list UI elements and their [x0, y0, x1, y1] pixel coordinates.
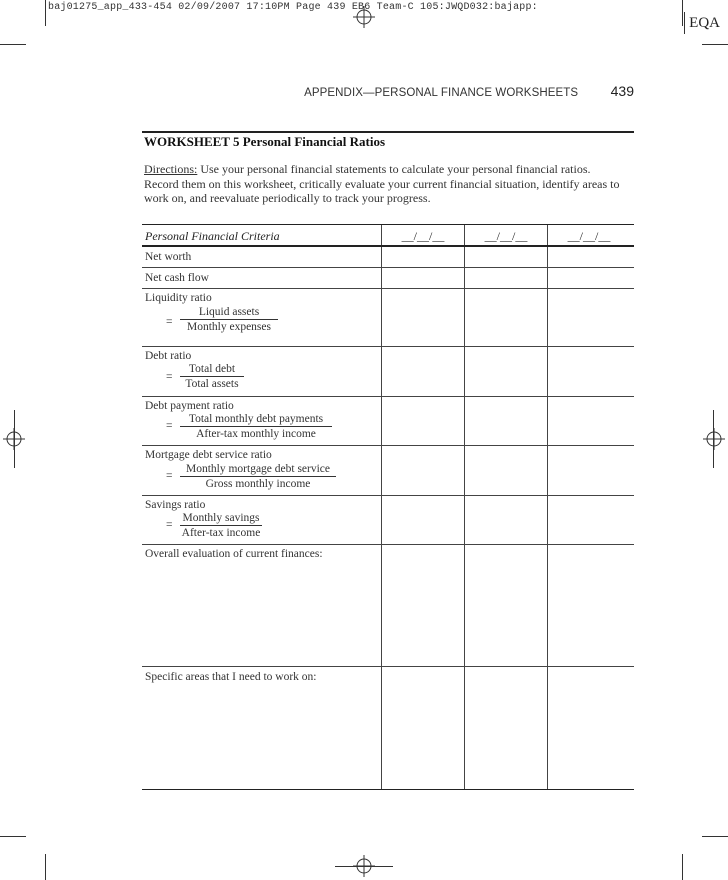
row-divider	[142, 445, 634, 446]
numerator: Monthly savings	[180, 512, 262, 526]
fraction	[180, 512, 262, 539]
crop-mark	[713, 410, 714, 468]
equals-sign: =	[166, 316, 173, 328]
registration-mark-icon	[353, 6, 375, 28]
equals-sign: =	[166, 519, 173, 531]
row-label-savings-ratio: Savings ratio	[145, 499, 206, 511]
numerator: Total debt	[180, 363, 244, 377]
directions	[144, 162, 624, 206]
crop-mark	[45, 854, 46, 880]
crop-mark	[682, 854, 683, 880]
equals-sign: =	[166, 371, 173, 383]
row-label-debt-payment-ratio: Debt payment ratio	[145, 400, 234, 412]
column-divider	[464, 225, 465, 789]
header-rule	[142, 245, 634, 247]
denominator: After-tax monthly income	[196, 428, 316, 440]
crop-mark	[14, 410, 15, 468]
row-label-overall-evaluation: Overall evaluation of current finances:	[145, 548, 323, 560]
column-divider	[381, 225, 382, 789]
crop-mark	[702, 836, 728, 837]
ratio-table	[142, 224, 634, 790]
crop-mark	[0, 44, 26, 45]
numerator: Monthly mortgage debt service	[180, 463, 336, 477]
crop-mark	[45, 0, 46, 26]
denominator: After-tax income	[181, 527, 261, 539]
crop-mark	[335, 866, 393, 867]
equals-sign: =	[166, 420, 173, 432]
crop-mark	[0, 836, 26, 837]
crop-mark	[682, 0, 683, 26]
date-column-header: __/__/__	[567, 229, 611, 243]
date-column-header: __/__/__	[401, 229, 445, 243]
printer-slug: baj01275_app_433-454 02/09/2007 17:10PM Page 439 EB6 Team-C 105:JWQD032:bajapp:	[48, 2, 538, 13]
row-divider	[142, 346, 634, 347]
numerator: Total monthly debt payments	[180, 413, 332, 427]
running-head-title: APPENDIX—PERSONAL FINANCE WORKSHEETS	[304, 87, 579, 99]
corner-mark: EQA	[684, 12, 720, 34]
fraction	[180, 363, 244, 390]
directions-label: Directions:	[144, 162, 198, 176]
row-label-mortgage-debt-service-ratio: Mortgage debt service ratio	[145, 449, 272, 461]
row-divider	[142, 495, 634, 496]
equals-sign: =	[166, 470, 173, 482]
date-column-header: __/__/__	[484, 229, 528, 243]
row-label-net-cash-flow: Net cash flow	[145, 272, 209, 284]
denominator: Total assets	[185, 378, 239, 390]
row-divider	[142, 288, 634, 289]
page-number: 439	[610, 83, 634, 99]
row-label-liquidity-ratio: Liquidity ratio	[145, 292, 212, 304]
fraction	[180, 413, 332, 440]
numerator: Liquid assets	[180, 306, 278, 320]
denominator: Gross monthly income	[205, 478, 311, 490]
fraction	[180, 463, 336, 490]
row-divider	[142, 267, 634, 268]
criteria-header: Personal Financial Criteria	[145, 229, 280, 243]
registration-mark-icon	[703, 428, 725, 450]
directions-text: Use your personal financial statements to calculate your personal financial ratios. Record them on this worksheet, critically evaluate your current financial situation, identify areas to work on, and reevaluate periodically to track your progress.	[144, 162, 620, 206]
column-divider	[547, 225, 548, 789]
fraction	[180, 306, 278, 333]
row-divider	[142, 666, 634, 667]
row-label-debt-ratio: Debt ratio	[145, 350, 192, 362]
row-divider	[142, 544, 634, 545]
row-label-net-worth: Net worth	[145, 251, 192, 263]
row-divider	[142, 396, 634, 397]
running-head	[304, 83, 634, 101]
row-label-specific-areas: Specific areas that I need to work on:	[145, 671, 317, 683]
crop-mark	[702, 44, 728, 45]
title-rule	[142, 131, 634, 133]
worksheet-title: WORKSHEET 5 Personal Financial Ratios	[144, 134, 386, 149]
denominator: Monthly expenses	[186, 321, 271, 333]
